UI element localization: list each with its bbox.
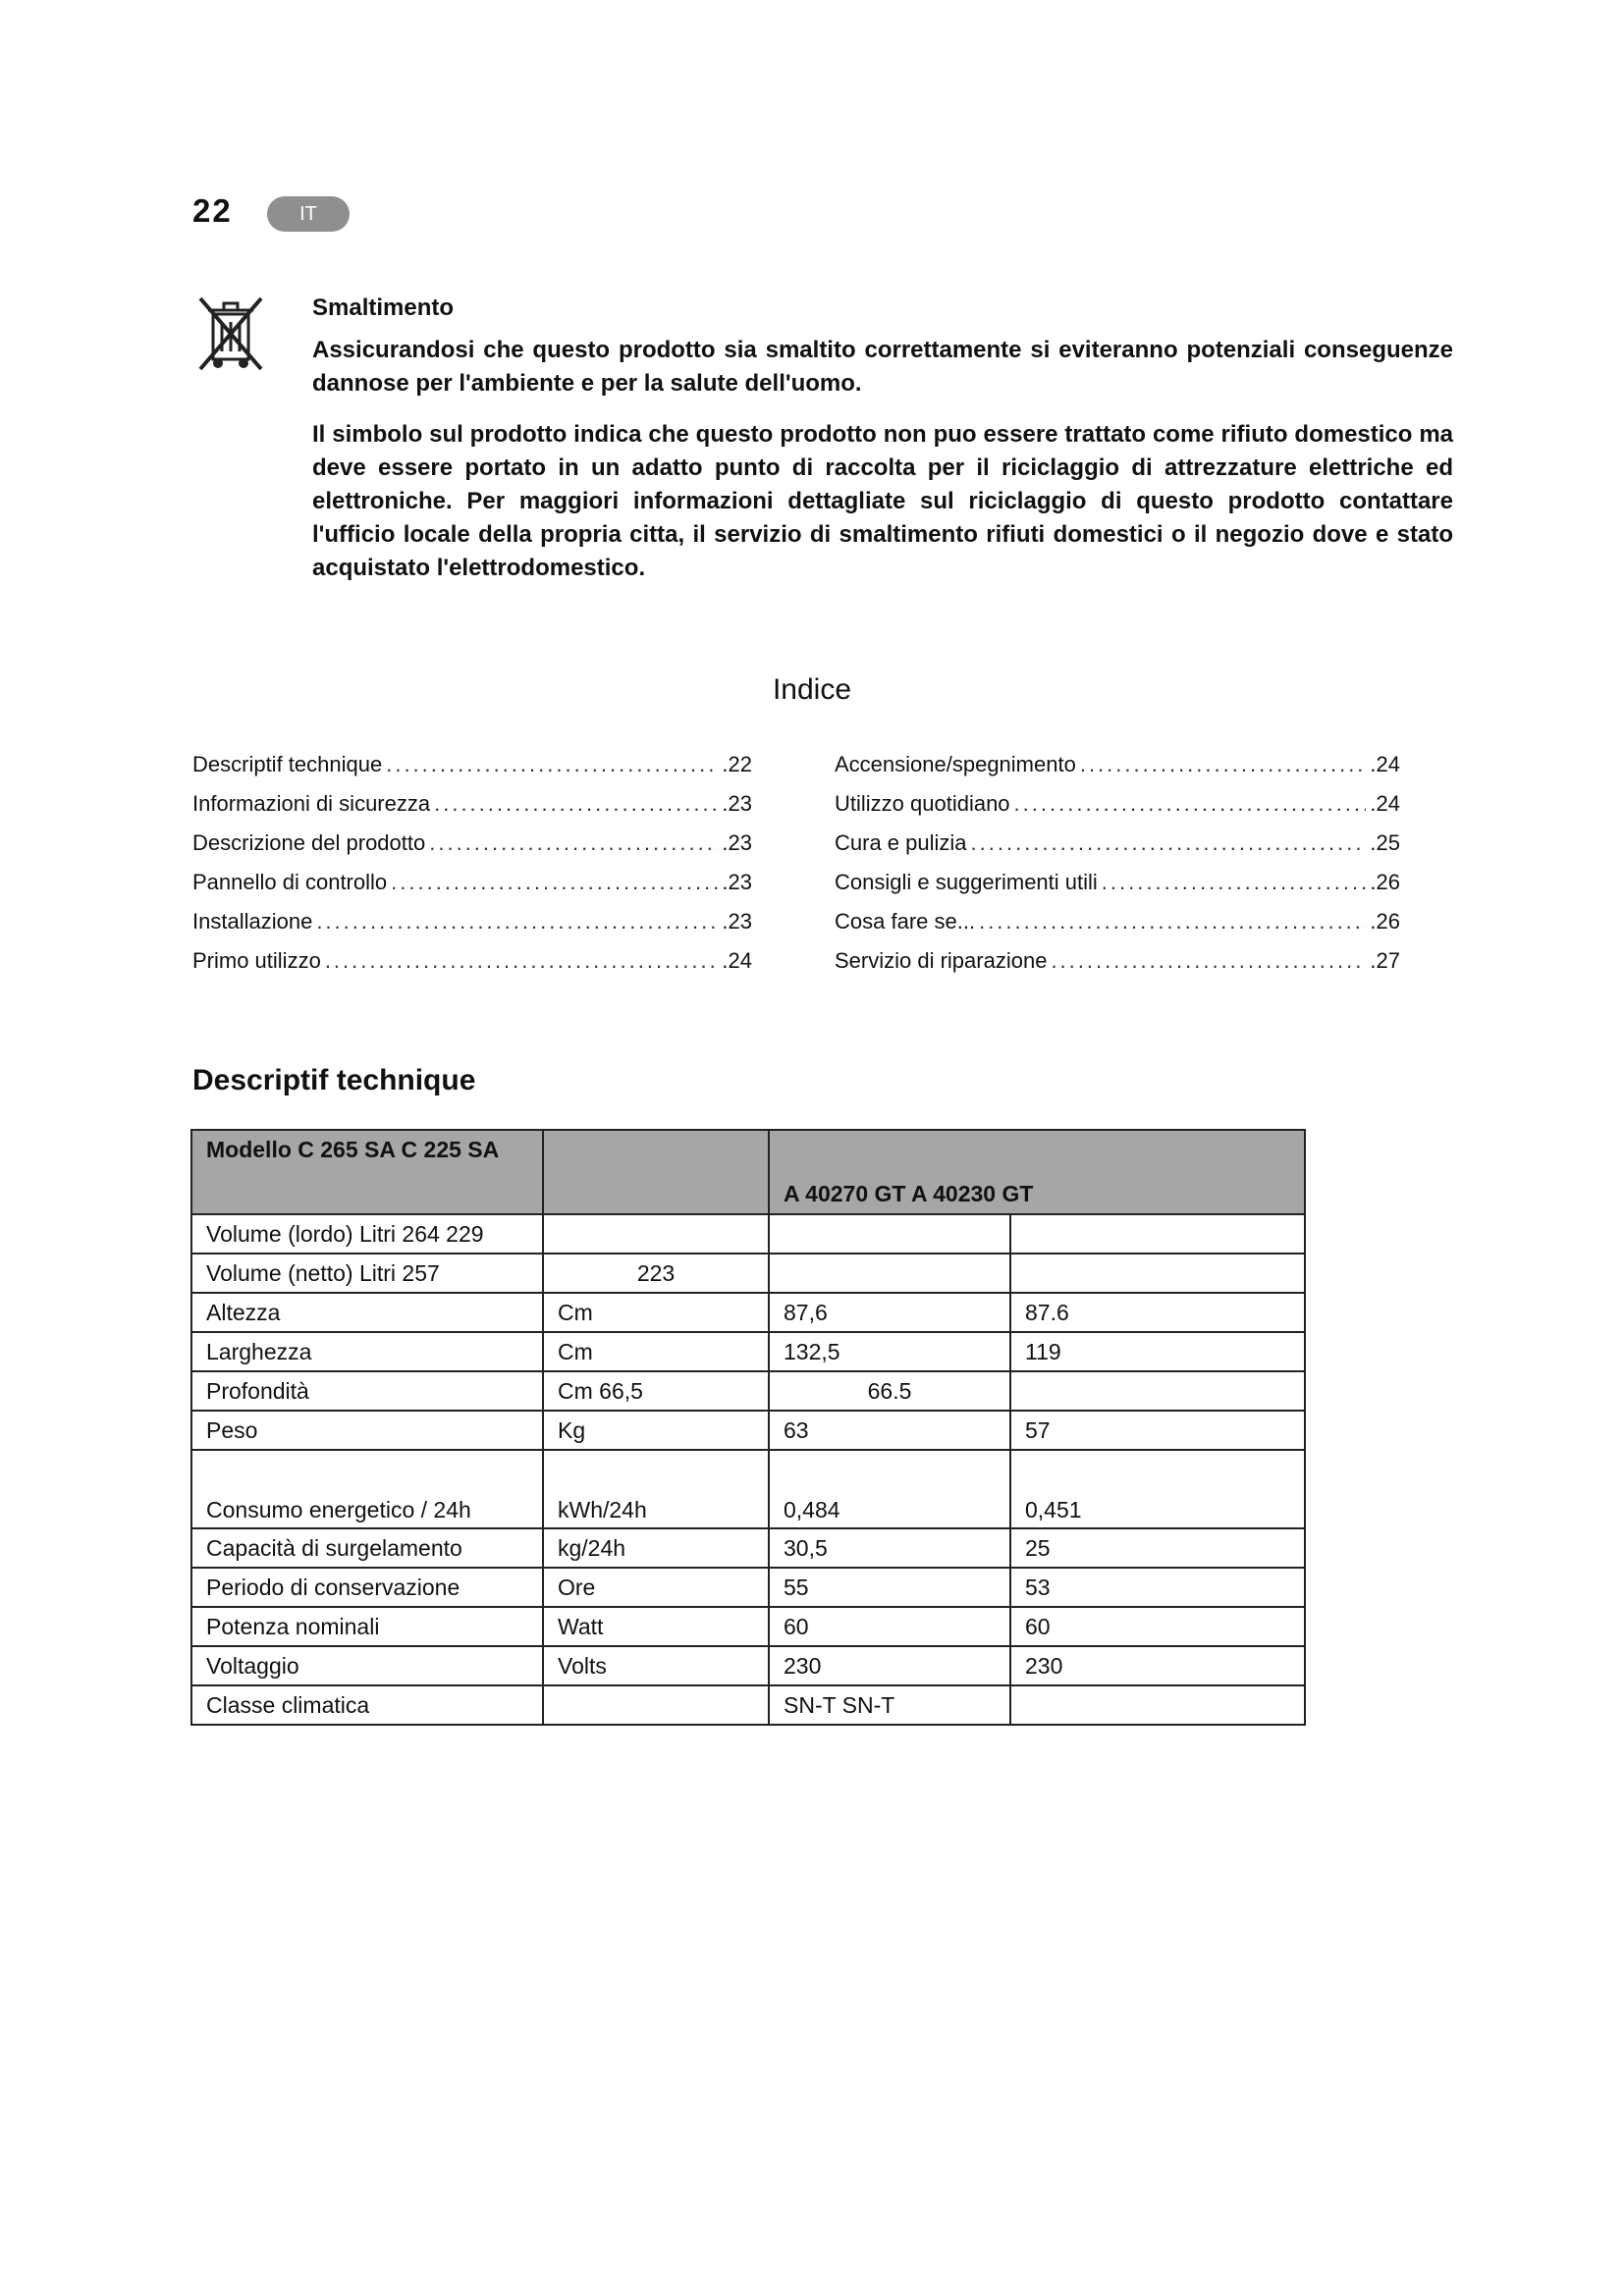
table-row xyxy=(191,1214,1305,1254)
table-cell: Larghezza xyxy=(191,1332,543,1371)
toc-leader xyxy=(979,909,1366,934)
toc-item[interactable] xyxy=(835,870,1400,909)
toc-page: .24 xyxy=(1370,752,1400,776)
toc-page: .27 xyxy=(1370,948,1400,973)
toc-leader xyxy=(429,830,718,856)
table-cell: kWh/24h xyxy=(543,1450,769,1528)
tech-specs-table xyxy=(190,1129,1306,1726)
toc-page: .23 xyxy=(722,791,752,816)
table-cell: 63 xyxy=(769,1411,1010,1450)
toc-leader xyxy=(1014,791,1367,817)
table-row xyxy=(191,1254,1305,1293)
table-cell: 66.5 xyxy=(769,1371,1010,1411)
toc-label: Utilizzo quotidiano xyxy=(835,791,1010,816)
disposal-paragraph-1: Assicurandosi che questo prodotto sia smaltito correttamente si eviteranno potenziali conseguenze dannose per l'ambiente e per la salute dell'uomo. xyxy=(312,337,1453,397)
table-cell: 0,484 xyxy=(769,1450,1010,1528)
toc-item[interactable] xyxy=(192,791,752,830)
table-cell: Watt xyxy=(543,1607,769,1646)
toc-item[interactable] xyxy=(192,909,752,948)
disposal-paragraph-2: Il simbolo sul prodotto indica che questo prodotto non puo essere trattato come rifiuto domestico ma deve essere portato in un adatto punto di raccolta per il riciclaggio di attrezzature elettriche ed elettroniche. Per maggiori informazioni dettagliate sul riciclaggio di questo prodotto contattare l'ufficio locale della propria citta, il servizio di smaltimento rifiuti domestici o il negozio dove e stato acquistato l'elettrodomestico. xyxy=(312,421,1453,581)
table-cell: 60 xyxy=(1010,1607,1305,1646)
toc-item[interactable] xyxy=(835,948,1400,988)
table-cell: Peso xyxy=(191,1411,543,1450)
table-cell: Altezza xyxy=(191,1293,543,1332)
toc-page: .22 xyxy=(722,752,752,776)
toc-page: .24 xyxy=(722,948,752,973)
table-cell: Kg xyxy=(543,1411,769,1450)
table-cell: 53 xyxy=(1010,1568,1305,1607)
table-cell: 223 xyxy=(543,1254,769,1293)
toc-item[interactable] xyxy=(192,830,752,870)
table-row xyxy=(191,1528,1305,1568)
toc-leader xyxy=(316,909,718,934)
toc-leader xyxy=(434,791,718,817)
toc-label: Informazioni di sicurezza xyxy=(192,791,431,816)
language-badge: IT xyxy=(267,196,350,232)
table-cell: Volume (netto) Litri 257 xyxy=(191,1254,543,1293)
table-cell: Volume (lordo) Litri 264 229 xyxy=(191,1214,543,1254)
table-cell xyxy=(1010,1685,1305,1725)
toc-item[interactable] xyxy=(192,948,752,988)
table-cell: Periodo di conservazione xyxy=(191,1568,543,1607)
table-header-row xyxy=(191,1130,1305,1214)
page-number: 22 xyxy=(192,192,233,229)
toc-item[interactable] xyxy=(835,791,1400,830)
table-cell: Capacità di surgelamento xyxy=(191,1528,543,1568)
table-cell: Voltaggio xyxy=(191,1646,543,1685)
table-row xyxy=(191,1568,1305,1607)
table-cell xyxy=(543,1214,769,1254)
table-cell: Cm 66,5 xyxy=(543,1371,769,1411)
table-cell: kg/24h xyxy=(543,1528,769,1568)
toc-page: .25 xyxy=(1370,830,1400,855)
toc-label: Installazione xyxy=(192,909,313,934)
table-row xyxy=(191,1411,1305,1450)
table-cell: Ore xyxy=(543,1568,769,1607)
toc-label: Consigli e suggerimenti utili xyxy=(835,870,1098,894)
toc-label: Pannello di controllo xyxy=(192,870,388,894)
toc-page: .24 xyxy=(1370,791,1400,816)
header-cell: A 40270 GT A 40230 GT xyxy=(769,1130,1305,1214)
table-cell: Profondità xyxy=(191,1371,543,1411)
table-cell xyxy=(543,1685,769,1725)
table-row xyxy=(191,1607,1305,1646)
table-cell: SN-T SN-T xyxy=(769,1685,1010,1725)
toc-page: .26 xyxy=(1370,909,1400,934)
toc-label: Servizio di riparazione xyxy=(835,948,1048,973)
toc-page: .23 xyxy=(722,909,752,934)
toc-label: Primo utilizzo xyxy=(192,948,321,973)
table-cell: Volts xyxy=(543,1646,769,1685)
table-cell: 25 xyxy=(1010,1528,1305,1568)
toc-item[interactable] xyxy=(835,909,1400,948)
toc-label: Descriptif technique xyxy=(192,752,383,776)
table-cell: 55 xyxy=(769,1568,1010,1607)
table-cell: 230 xyxy=(769,1646,1010,1685)
toc-leader xyxy=(1080,752,1367,777)
table-cell: 87,6 xyxy=(769,1293,1010,1332)
toc-leader xyxy=(1051,948,1366,974)
crossed-bin-icon xyxy=(194,293,267,375)
table-row xyxy=(191,1685,1305,1725)
toc-leader xyxy=(971,830,1367,856)
table-cell: 230 xyxy=(1010,1646,1305,1685)
table-row xyxy=(191,1293,1305,1332)
toc-label: Accensione/spegnimento xyxy=(835,752,1076,776)
table-cell: 119 xyxy=(1010,1332,1305,1371)
table-row xyxy=(191,1450,1305,1528)
table-cell: 30,5 xyxy=(769,1528,1010,1568)
table-cell: Cm xyxy=(543,1293,769,1332)
toc-label: Descrizione del prodotto xyxy=(192,830,426,855)
toc-label: Cura e pulizia xyxy=(835,830,967,855)
table-cell: Classe climatica xyxy=(191,1685,543,1725)
table-cell: 60 xyxy=(769,1607,1010,1646)
toc-page: .23 xyxy=(722,830,752,855)
toc-item[interactable] xyxy=(192,752,752,791)
table-cell xyxy=(769,1254,1010,1293)
header-cell xyxy=(543,1130,769,1214)
disposal-title: Smaltimento xyxy=(312,294,455,321)
toc-item[interactable] xyxy=(835,752,1400,791)
index-title: Indice xyxy=(772,673,852,706)
table-row xyxy=(191,1332,1305,1371)
toc-leader xyxy=(391,870,718,895)
table-cell xyxy=(1010,1254,1305,1293)
table-cell: Potenza nominali xyxy=(191,1607,543,1646)
toc-leader xyxy=(386,752,718,777)
toc-item[interactable] xyxy=(835,830,1400,870)
toc-page: .23 xyxy=(722,870,752,894)
table-cell xyxy=(769,1214,1010,1254)
toc-label: Cosa fare se... xyxy=(835,909,976,934)
disposal-section xyxy=(312,294,1453,603)
table-cell xyxy=(1010,1371,1305,1411)
toc-leader xyxy=(1102,870,1367,895)
tech-section-title: Descriptif technique xyxy=(192,1064,476,1096)
table-cell: 87.6 xyxy=(1010,1293,1305,1332)
table-cell: 0,451 xyxy=(1010,1450,1305,1528)
table-cell xyxy=(1010,1214,1305,1254)
table-cell: Cm xyxy=(543,1332,769,1371)
toc-left-column xyxy=(192,752,752,988)
table-row xyxy=(191,1646,1305,1685)
table-row xyxy=(191,1371,1305,1411)
toc-page: .26 xyxy=(1370,870,1400,894)
table-cell: Consumo energetico / 24h xyxy=(191,1450,543,1528)
table-cell: 132,5 xyxy=(769,1332,1010,1371)
toc-right-column xyxy=(835,752,1400,988)
header-cell: Modello C 265 SA C 225 SA xyxy=(191,1130,543,1214)
toc-item[interactable] xyxy=(192,870,752,909)
table-cell: 57 xyxy=(1010,1411,1305,1450)
toc-leader xyxy=(325,948,719,974)
